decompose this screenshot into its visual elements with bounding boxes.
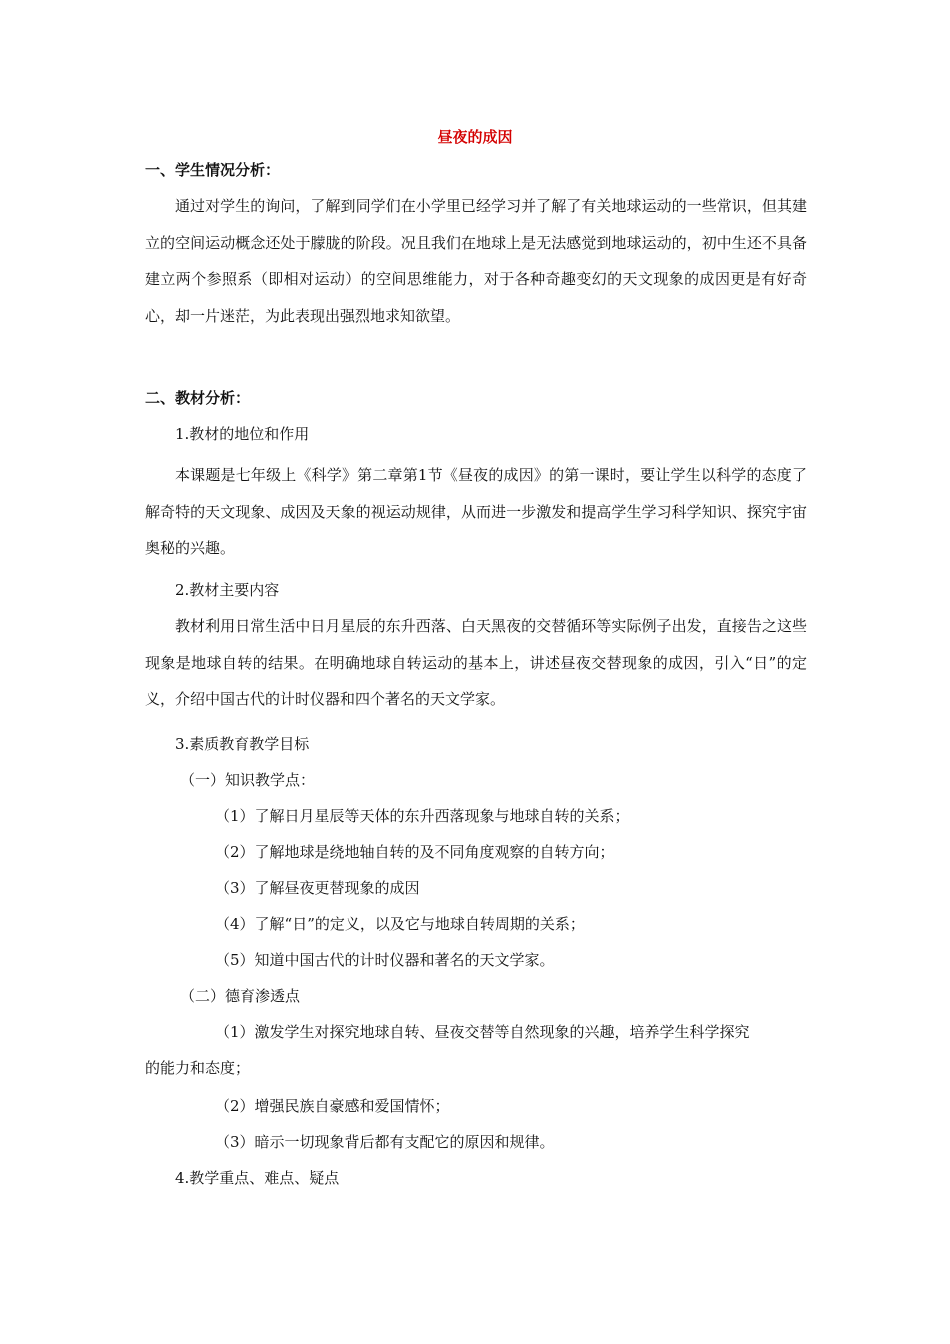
section-heading-textbook-analysis: 二、教材分析： <box>145 389 251 407</box>
knowledge-item: （5）知道中国古代的计时仪器和著名的天文学家。 <box>215 951 555 969</box>
subsection-title-content: 2.教材主要内容 <box>175 581 280 599</box>
subsection-title-position: 1.教材的地位和作用 <box>175 425 310 443</box>
moral-item-3: （3）暗示一切现象背后都有支配它的原因和规律。 <box>215 1133 555 1151</box>
document-title: 昼夜的成因 <box>437 128 513 146</box>
subsection-title-key-points: 4.教学重点、难点、疑点 <box>175 1169 340 1187</box>
knowledge-item: （1）了解日月星辰等天体的东升西落现象与地球自转的关系； <box>215 807 630 825</box>
subsection-title-objectives: 3.素质教育教学目标 <box>175 735 310 753</box>
moral-item-2: （2）增强民族自豪感和爱国情怀； <box>215 1097 450 1115</box>
student-analysis-paragraph: 通过对学生的询问，了解到同学们在小学里已经学习并了解了有关地球运动的一些常识，但其建立的空间运动概念还处于朦胧的阶段。况且我们在地球上是无法感觉到地球运动的，初中生还不具备建立两个参照系（即相对运动）的空间思维能力，对于各种奇趣变幻的天文现象的成因更是有好奇心，却一片迷茫，为此表现出强烈地求知欲望。 <box>145 197 807 325</box>
section-heading-student-analysis: 一、学生情况分析： <box>145 161 281 179</box>
moral-education-title: （二）德育渗透点 <box>180 987 301 1005</box>
content-paragraph: 教材利用日常生活中日月星辰的东升西落、白天黑夜的交替循环等实际例子出发，直接告之这些现象是地球自转的结果。在明确地球自转运动的基本上，讲述昼夜交替现象的成因，引入“日”的定义，介绍中国古代的计时仪器和四个著名的天文学家。 <box>145 617 807 708</box>
knowledge-item: （3）了解昼夜更替现象的成因 <box>215 879 420 897</box>
moral-item-1-line-1: （1）激发学生对探究地球自转、昼夜交替等自然现象的兴趣，培养学生科学探究 <box>215 1023 750 1041</box>
knowledge-item: （2）了解地球是绕地轴自转的及不同角度观察的自转方向； <box>215 843 615 861</box>
position-paragraph: 本课题是七年级上《科学》第二章第1节《昼夜的成因》的第一课时，要让学生以科学的态度了解奇特的天文现象、成因及天象的视运动规律，从而进一步激发和提高学生学习科学知识、探究宇宙奥秘的兴趣。 <box>145 466 807 557</box>
moral-item-1-line-2: 的能力和态度； <box>145 1059 251 1077</box>
knowledge-points-title: （一）知识教学点： <box>180 771 316 789</box>
knowledge-item: （4）了解“日”的定义，以及它与地球自转周期的关系； <box>215 915 585 933</box>
